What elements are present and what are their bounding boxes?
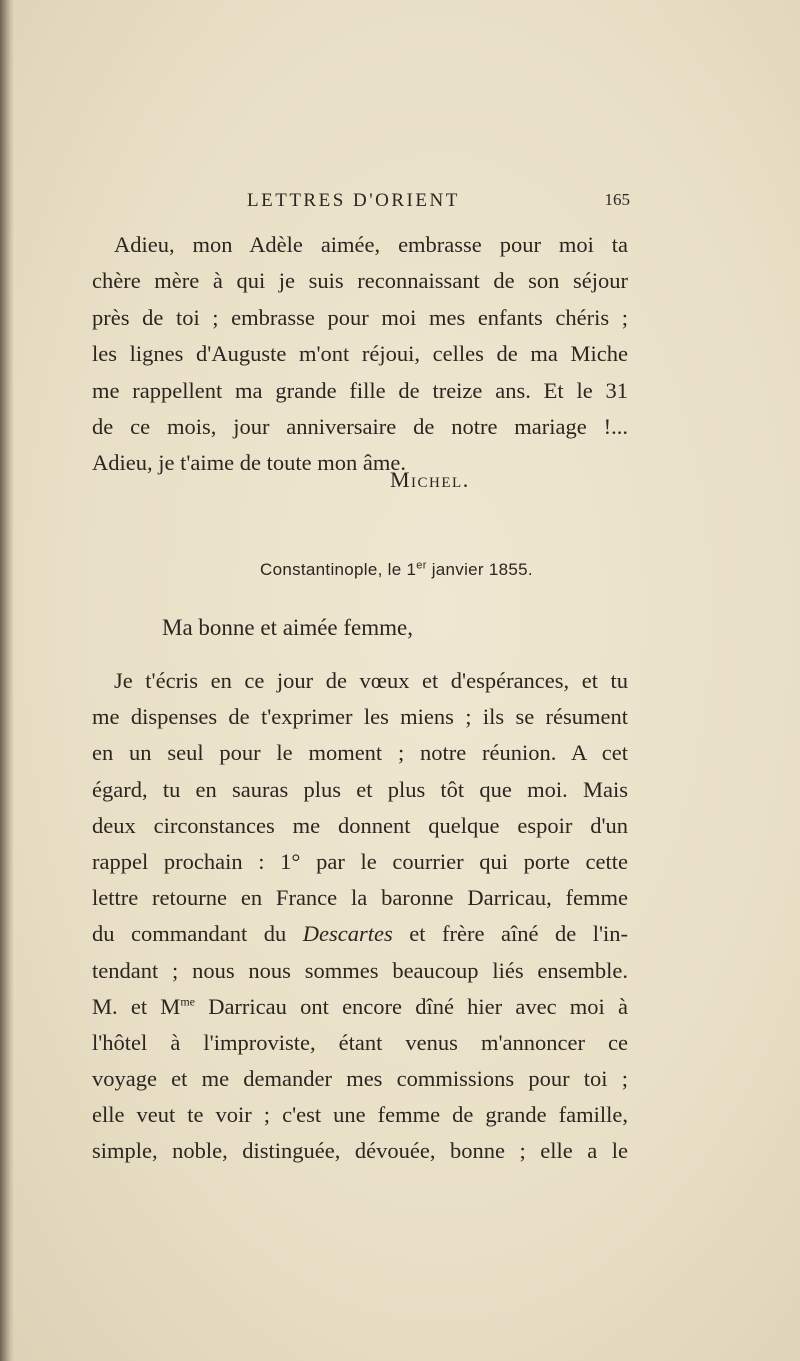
text-line: Je t'écris en ce jour de vœux et d'espérances, et tu — [114, 668, 628, 693]
text-line: elle veut te voir ; c'est une femme de grande famille, — [92, 1102, 628, 1128]
text-line: Adieu, mon Adèle aimée, embrasse pour moi ta — [114, 232, 628, 257]
text-line: deux circonstances me donnent quelque espoir d'un — [92, 812, 628, 838]
text-line: égard, tu en sauras plus et plus tôt que moi. Mais — [92, 776, 628, 802]
letter-closing-paragraph — [92, 227, 628, 482]
text-line: près de toi ; embrasse pour moi mes enfants chéris ; — [92, 304, 628, 330]
text-line: lettre retourne en France la baronne Darricau, femme — [92, 885, 628, 911]
dateline-ordinal: er — [416, 559, 427, 572]
text-line: me rappellent ma grande fille de treize ans. Et le 31 — [92, 377, 628, 403]
text-line — [92, 916, 628, 952]
text-line: les lignes d'Auguste m'ont réjoui, celles de ma Miche — [92, 341, 628, 367]
text-segment: du commandant du — [92, 921, 303, 947]
dateline-month-year: janvier 1855. — [426, 560, 533, 579]
abbreviation-superscript: me — [180, 994, 195, 1009]
text-line: tendant ; nous nous sommes beaucoup liés ensemble. — [92, 957, 628, 983]
page-binding-edge — [0, 0, 14, 1361]
letter-salutation: Ma bonne et aimée femme, — [162, 615, 413, 640]
text-segment: Darricau ont encore dîné hier avec moi à — [194, 993, 629, 1019]
text-line: me dispenses de t'exprimer les miens ; ils se résument — [92, 704, 628, 730]
text-line — [92, 989, 628, 1025]
text-line: rappel prochain : 1° par le courrier qui porte cette — [92, 848, 628, 874]
letter-dateline — [260, 560, 533, 580]
text-line: en un seul pour le moment ; notre réunion. A cet — [92, 740, 628, 766]
dateline-place-day: Constantinople, le 1 — [260, 560, 417, 579]
letter-body-paragraph — [92, 663, 628, 1170]
signature: Michel. — [390, 467, 470, 492]
page-number: 165 — [604, 190, 630, 209]
text-line: l'hôtel à l'improviste, étant venus m'annoncer ce — [92, 1029, 628, 1055]
running-title: LETTRES D'ORIENT — [247, 190, 460, 211]
text-line: de ce mois, jour anniversaire de notre mariage !... — [92, 413, 628, 439]
text-segment: et frère aîné de l'in- — [392, 921, 628, 947]
text-line: chère mère à qui je suis reconnaissant de son séjour — [92, 268, 628, 294]
text-segment: M. et M — [92, 993, 181, 1019]
text-line: Adieu, je t'aime de toute mon âme. — [92, 450, 406, 476]
text-line: simple, noble, distinguée, dévouée, bonne ; elle a le — [92, 1138, 628, 1164]
text-line: voyage et me demander mes commissions pour toi ; — [92, 1066, 628, 1092]
running-head — [90, 190, 630, 220]
ship-name: Descartes — [302, 921, 393, 947]
